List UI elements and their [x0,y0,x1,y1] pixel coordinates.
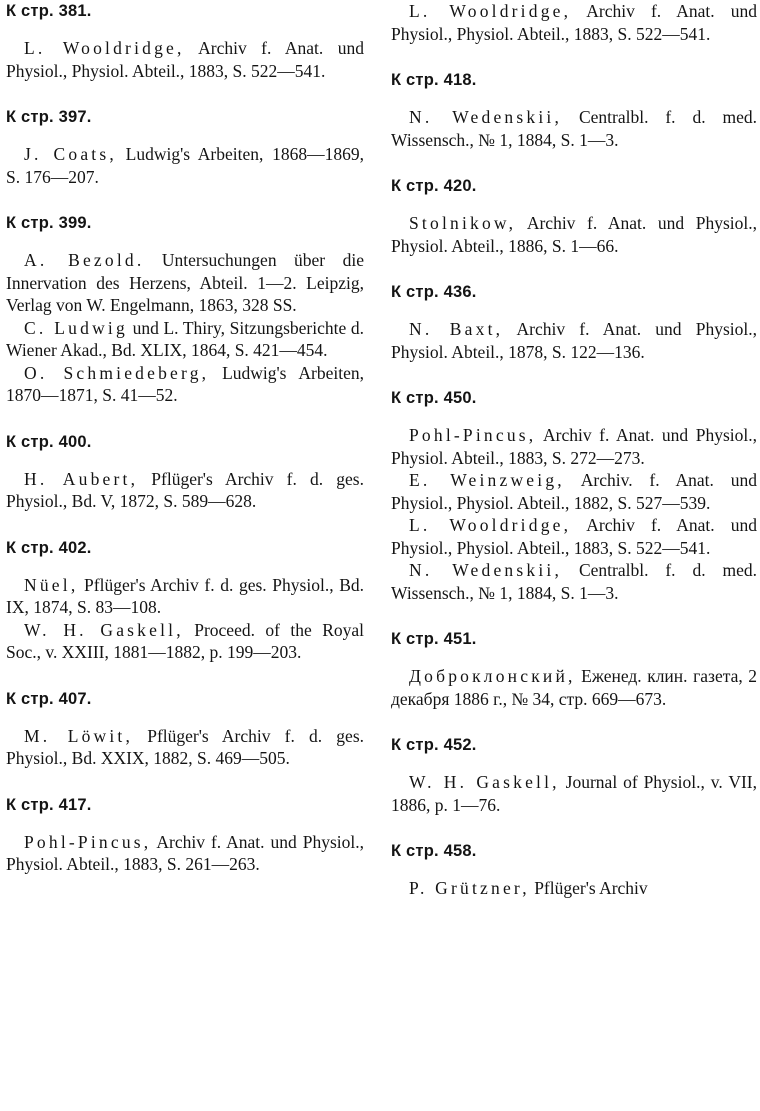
heading-prefix: К стр. [391,389,439,407]
citation-text: Еженед. клин. газета, 2 декабря 1886 г., № 34, стр. 669—673. [391,666,757,709]
heading-prefix: К стр. [6,2,54,20]
reference-section [391,840,757,900]
author-name: A. Bezold. [24,250,145,270]
author-name: N. Wedenskii, [409,560,563,580]
reference-entry [6,317,364,362]
citation-text: Proceed. of the Royal Soc., v. XXIII, 1881—1882, p. 199—203. [6,619,365,662]
reference-entry [391,0,757,45]
reference-entry [6,725,364,770]
reference-section [6,431,364,513]
citation-text: Archiv f. Anat. und Physiol., Physiol. Abteil., 1883, S. 522—541. [391,515,757,558]
author-name: E. Weinzweig, [409,470,565,490]
section-heading [391,69,757,91]
page-number: 397. [58,108,92,126]
page-number: 420. [443,177,477,195]
page-number: 402. [58,538,92,557]
heading-prefix: К стр. [391,283,439,301]
heading-prefix: К стр. [6,689,54,708]
heading-prefix: К стр. [391,736,439,754]
section-heading [391,175,757,197]
reference-section [391,387,757,604]
section-heading [6,431,364,453]
reference-section [6,794,364,876]
author-name: Nüel, [24,574,79,595]
section-heading [6,106,364,128]
citation-text: Archiv f. Anat. und Physiol., Physiol. Abteil., 1886, S. 1—66. [391,213,757,256]
author-name: Pohl-Pincus, [24,831,152,852]
citation-text: Archiv f. Anat. und Physiol., Physiol. Abteil., 1883, S. 272—273. [391,425,757,468]
heading-prefix: К стр. [6,214,54,232]
heading-prefix: К стр. [6,108,54,126]
reference-entry [391,877,757,900]
reference-entry [6,143,364,188]
reference-entry [391,559,757,604]
author-name: L. Wooldridge, [409,1,572,21]
reference-entry [391,106,757,151]
reference-entry [6,831,364,876]
heading-prefix: К стр. [391,630,439,648]
reference-entry [391,514,757,559]
left-column [6,0,364,876]
reference-entry [391,665,757,710]
reference-section [6,537,364,664]
citation-text: Centralbl. f. d. med. Wissensch., № 1, 1884, S. 1—3. [391,560,758,603]
heading-prefix: К стр. [6,432,54,451]
reference-entry [6,619,364,664]
page-number: 399. [58,214,92,232]
page-number: 381. [58,2,92,20]
reference-entry [6,468,364,513]
reference-section [391,281,757,363]
reference-section [391,69,757,151]
reference-section [6,688,364,770]
heading-prefix: К стр. [391,177,439,195]
author-name: C. Ludwig [24,317,128,338]
citation-text: Archiv f. Anat. und Physiol., Physiol. Abteil., 1883, S. 522—541. [391,1,757,44]
citation-text: Archiv f. Anat. und Physiol., Physiol. Abteil., 1878, S. 122—136. [391,319,758,362]
reference-section [6,0,364,82]
author-name: W. H. Gaskell, [409,772,560,792]
citation-text: Pflüger's Archiv [529,878,648,898]
right-column [391,0,757,900]
author-name: N. Baxt, [409,319,504,339]
citation-text: Journal of Physiol., v. VII, 1886, p. 1—76. [391,772,757,815]
reference-section [6,212,364,407]
section-heading [391,281,757,303]
page-number: 417. [58,795,92,814]
citation-text: Pflüger's Archiv f. d. ges. Physiol., Bd. XXIX, 1882, S. 469—505. [6,725,364,768]
page-number: 450. [443,389,477,407]
section-heading [391,734,757,756]
reference-entry [391,771,757,816]
reference-entry [391,318,757,363]
author-name: L. Wooldridge, [24,38,185,58]
heading-prefix: К стр. [391,842,439,860]
section-heading [6,212,364,234]
reference-entry [6,362,364,407]
page-number: 451. [443,630,477,648]
section-heading [6,794,364,816]
citation-text: Untersuchungen über die Innervation des Herzens, Abteil. 1—2. Leipzig, Verlag von W. Engelmann, 1863, 328 SS. [6,250,364,315]
citation-text: Archiv f. Anat. und Physiol., Physiol. Abteil., 1883, S. 261—263. [6,831,364,874]
reference-entry [391,469,757,514]
page-number: 458. [443,842,477,860]
author-name: N. Wedenskii, [409,107,563,127]
author-name: M. Löwit, [24,725,134,746]
reference-section [6,106,364,188]
reference-entry [391,424,757,469]
author-name: W. H. Gaskell, [24,619,184,640]
author-name: J. Coats, [24,144,117,164]
reference-entry [6,574,364,619]
heading-prefix: К стр. [391,71,439,89]
author-name: Stolnikow, [409,213,517,233]
section-heading [6,537,364,559]
citation-text: Ludwig's Arbeiten, 1868—1869, S. 176—207. [6,144,364,187]
page-number: 452. [443,736,477,754]
reference-entry [6,37,364,82]
heading-prefix: К стр. [6,795,54,814]
reference-section [391,734,757,816]
author-name: L. Wooldridge, [409,515,572,535]
citation-text: Archiv f. Anat. und Physiol., Physiol. Abteil., 1883, S. 522—541. [6,38,365,81]
page-number: 436. [443,283,477,301]
author-name: Доброклонский, [409,666,576,686]
reference-section [391,628,757,710]
section-heading [391,628,757,650]
citation-text: Archiv. f. Anat. und Physiol., Physiol. Abteil., 1882, S. 527—539. [391,470,757,513]
section-heading [391,387,757,409]
citation-text: Centralbl. f. d. med. Wissensch., № 1, 1884, S. 1—3. [391,107,758,150]
author-name: Pohl-Pincus, [409,425,537,445]
section-heading [6,688,364,710]
page-number: 400. [58,432,92,451]
author-name: O. Schmiedeberg, [24,362,210,383]
author-name: P. Grützner, [409,878,530,898]
page-number: 407. [58,689,92,708]
page-number: 418. [443,71,477,89]
citation-text: Ludwig's Arbeiten, 1870—1871, S. 41—52. [6,362,364,405]
reference-entry [6,249,364,317]
reference-section [391,0,757,45]
section-heading [6,0,364,22]
heading-prefix: К стр. [6,538,54,557]
author-name: H. Aubert, [24,468,139,489]
section-heading [391,840,757,862]
citation-text: Pflüger's Archiv f. d. ges. Physiol., Bd. V, 1872, S. 589—628. [6,468,364,511]
reference-section [391,175,757,257]
reference-entry [391,212,757,257]
citation-text: Pflüger's Archiv f. d. ges. Physiol., Bd. IX, 1874, S. 83—108. [6,574,364,617]
citation-text: und L. Thiry, Sitzungsberichte d. Wiener Akad., Bd. XLIX, 1864, S. 421—454. [6,317,364,360]
